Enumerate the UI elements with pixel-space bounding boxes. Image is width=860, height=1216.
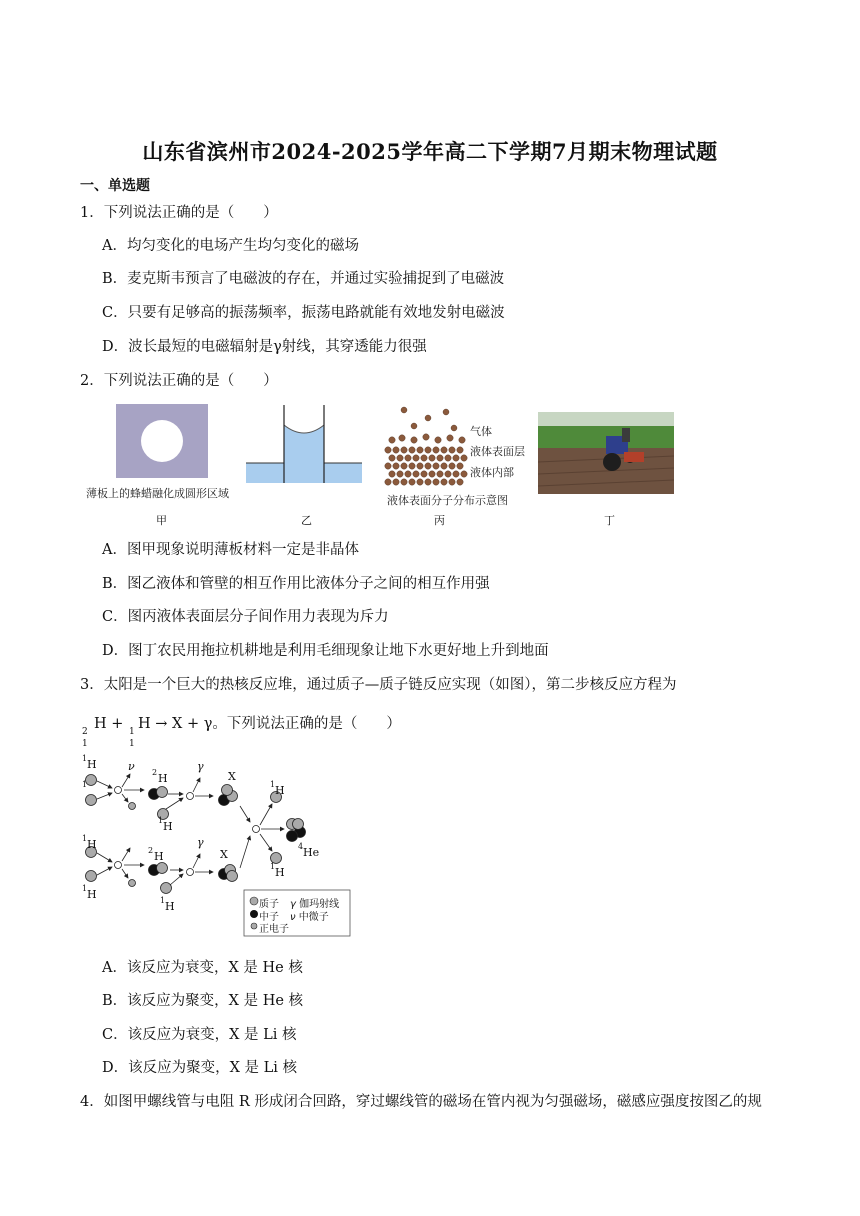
figure-bing-molecules [384,404,470,488]
legend-neutrino: ν 中微子 [290,912,329,923]
section-heading: 一、单选题 [80,178,150,194]
q2-option-a: A．图甲现象说明薄板材料一定是非晶体 [102,542,359,558]
pp-label-gamma-b: γ [197,836,204,849]
figure-ding-tractor-photo [538,412,674,494]
pp-label-mass1-h: 1 [160,896,166,905]
pp-label-mass1-e: 1 [270,862,276,871]
pp-label-mass1-a: 1 [82,754,88,763]
legend-neutron: 中子 [259,912,279,923]
pp-label-mass1-c: 1 [158,816,164,825]
q2-stem: 2．下列说法正确的是（ ） [80,373,278,389]
figure-bing-label: 丙 [434,514,445,527]
q4-stem: 4．如图甲螺线管与电阻 R 形成闭合回路，穿过螺线管的磁场在管内视为匀强磁场，磁感应强度按图乙的规 [80,1094,762,1110]
pp-label-mass1-d: 1 [270,780,276,789]
q3-equation-tail: 。下列说法正确的是（ ） [212,716,401,732]
figure-jia-wax-plate [116,404,208,478]
pp-label-h2-a: H [158,772,168,785]
page-title: 山东省滨州市2024-2025学年高二下学期7月期末物理试题 [142,139,718,164]
pp-label-h1-e: H [275,866,285,879]
q1-option-c: C．只要有足够高的振荡频率，振荡电路就能有效地发射电磁波 [102,305,505,321]
q3-option-c: C．该反应为衰变，X 是 Li 核 [102,1027,297,1043]
figure-bing-caption: 液体表面分子分布示意图 [387,494,508,507]
pp-label-x-b: X [220,848,228,861]
figure-ding-label: 丁 [604,514,615,527]
q3-stem: 3．太阳是一个巨大的热核反应堆，通过质子—质子链反应实现（如图），第二步核反应方程为 [80,677,677,693]
pp-label-h1-g: H [87,888,97,901]
figure-bing-label-surface: 液体表面层 [470,445,525,458]
pp-label-x-a: X [228,770,236,783]
q3-option-a: A．该反应为衰变，X 是 He 核 [102,960,303,976]
pp-label-h1-d: H [275,784,285,797]
q1-stem: 1．下列说法正确的是（ ） [80,205,278,221]
q2-option-c: C．图丙液体表面层分子间作用力表现为斥力 [102,609,389,625]
legend-proton: 质子 [259,899,279,910]
pp-label-gamma-a: γ [197,760,204,773]
pp-label-mass2-b: 2 [148,846,154,855]
figure-bing-label-gas: 气体 [470,425,492,438]
q1-option-d: D．波长最短的电磁辐射是γ射线，其穿透能力很强 [102,339,427,355]
q2-option-b: B．图乙液体和管壁的相互作用比液体分子之间的相互作用强 [102,576,490,592]
pp-label-h2-b: H [154,850,164,863]
pp-label-h1-a: H [87,758,97,771]
figure-jia-label: 甲 [156,514,167,527]
legend-gamma: γ 伽玛射线 [290,899,340,910]
legend-positron: 正电子 [259,924,289,935]
q1-option-a: A．均匀变化的电场产生均匀变化的磁场 [102,238,359,254]
pp-label-mass1-b: 1 [82,780,88,789]
pp-label-nu-a: ν [128,760,135,773]
pp-label-he4: He [303,846,320,859]
pp-label-mass4: 4 [298,842,304,851]
figure-yi-capillary [246,405,362,483]
figure-jia-caption: 薄板上的蜂蜡融化成圆形区域 [86,487,229,500]
pp-label-mass1-f: 1 [82,834,88,843]
q3-option-b: B．该反应为聚变，X 是 He 核 [102,993,304,1009]
figure-yi-label: 乙 [301,514,312,527]
pp-label-mass2-a: 2 [152,768,158,777]
q3-option-d: D．该反应为聚变，X 是 Li 核 [102,1060,298,1076]
pp-label-h1-f: H [87,838,97,851]
figure-bing-label-interior: 液体内部 [470,466,514,479]
q3-equation: 2 1 H + 1 1 H → X + γ。下列说法正确的是（ ） [82,716,401,749]
pp-label-h1-h: H [165,900,175,913]
q1-option-b: B．麦克斯韦预言了电磁波的存在，并通过实验捕捉到了电磁波 [102,271,505,287]
pp-label-h1-c: H [163,820,173,833]
q2-option-d: D．图丁农民用拖拉机耕地是利用毛细现象让地下水更好地上升到地面 [102,643,549,659]
pp-label-mass1-g: 1 [82,884,88,893]
